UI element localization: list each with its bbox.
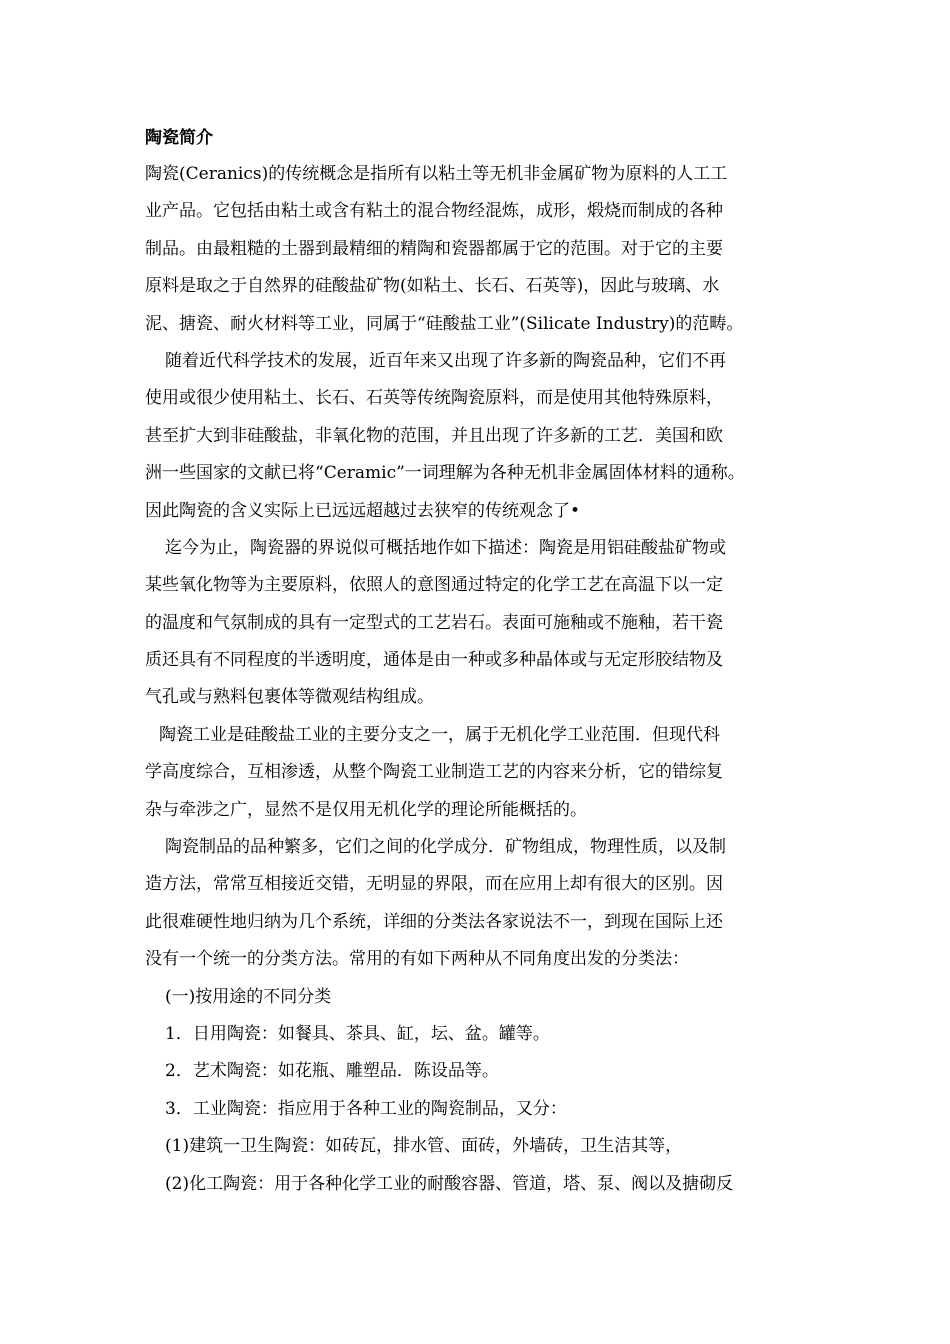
- text-line: 此很难硬性地归纳为几个系统，详细的分类法各家说法不一，到现在国际上还: [145, 911, 723, 932]
- text-line: 质还具有不同程度的半透明度，通体是由一种或多种晶体或与无定形胶结物及: [145, 650, 723, 671]
- text-line: 原料是取之于自然界的硅酸盐矿物(如粘土、长石、石英等)，因此与玻璃、水: [145, 276, 720, 297]
- text-line: 甚至扩大到非硅酸盐，非氧化物的范围，并且出现了许多新的工艺．美国和欧: [145, 425, 723, 446]
- text-line: 杂与牵涉之广，显然不是仅用无机化学的理论所能概括的。: [145, 799, 587, 820]
- text-line: 泥、搪瓷、耐火材料等工业，同属于“硅酸盐工业”(Silicate Industry)的范畴。: [145, 313, 744, 334]
- text-line: 没有一个统一的分类方法。常用的有如下两种从不同角度出发的分类法：: [145, 949, 689, 970]
- list-item: (1)建筑一卫生陶瓷：如砖瓦，排水管、面砖，外墙砖，卫生洁其等，: [165, 1136, 683, 1157]
- text-line: 制品。由最粗糙的土器到最精细的精陶和瓷器都属于它的范围。对于它的主要: [145, 238, 723, 259]
- list-item: 3．工业陶瓷：指应用于各种工业的陶瓷制品，又分：: [165, 1098, 567, 1119]
- text-line: 洲一些国家的文献已将“Ceramic”一词理解为各种无机非金属固体材料的通称。: [145, 463, 745, 484]
- text-line: 气孔或与熟料包裹体等微观结构组成。: [145, 687, 434, 708]
- text-line: 陶瓷工业是硅酸盐工业的主要分支之一，属于无机化学工业范围．但现代科: [159, 724, 720, 745]
- text-line: 业产品。它包括由粘土或含有粘土的混合物经混炼，成形，煅烧而制成的各种: [145, 201, 723, 222]
- list-item: (2)化工陶瓷：用于各种化学工业的耐酸容器、管道，塔、泵、阀以及搪砌反: [165, 1173, 734, 1194]
- text-line: 因此陶瓷的含义实际上已远远超越过去狭窄的传统观念了•: [145, 500, 581, 521]
- document-title: 陶瓷简介: [145, 128, 213, 148]
- list-heading: (一)按用途的不同分类: [165, 986, 332, 1007]
- text-line: 随着近代科学技术的发展，近百年来又出现了许多新的陶瓷品种，它们不再: [165, 350, 726, 371]
- text-line: 某些氧化物等为主要原料，依照人的意图通过特定的化学工艺在高温下以一定: [145, 575, 723, 596]
- text-line: 陶瓷制品的品种繁多，它们之间的化学成分．矿物组成，物理性质，以及制: [165, 837, 726, 858]
- text-line: 造方法，常常互相接近交错，无明显的界限，而在应用上却有很大的区别。因: [145, 874, 723, 895]
- list-item: 1．日用陶瓷：如餐具、茶具、缸，坛、盆。罐等。: [165, 1023, 550, 1044]
- list-item: 2．艺术陶瓷：如花瓶、雕塑品．陈设品等。: [165, 1061, 499, 1082]
- text-line: 的温度和气氛制成的具有一定型式的工艺岩石。表面可施釉或不施釉，若干瓷: [145, 612, 723, 633]
- document-body: [145, 120, 825, 1203]
- text-line: 使用或很少使用粘土、长石、石英等传统陶瓷原料，而是使用其他特殊原料，: [145, 388, 723, 409]
- text-line: 迄今为止，陶瓷器的界说似可概括地作如下描述：陶瓷是用铝硅酸盐矿物或: [165, 537, 726, 558]
- text-line: 陶瓷(Ceranics)的传统概念是指所有以粘土等无机非金属矿物为原料的人工工: [145, 164, 728, 184]
- text-line: 学高度综合，互相渗透，从整个陶瓷工业制造工艺的内容来分析，它的错综复: [145, 762, 723, 783]
